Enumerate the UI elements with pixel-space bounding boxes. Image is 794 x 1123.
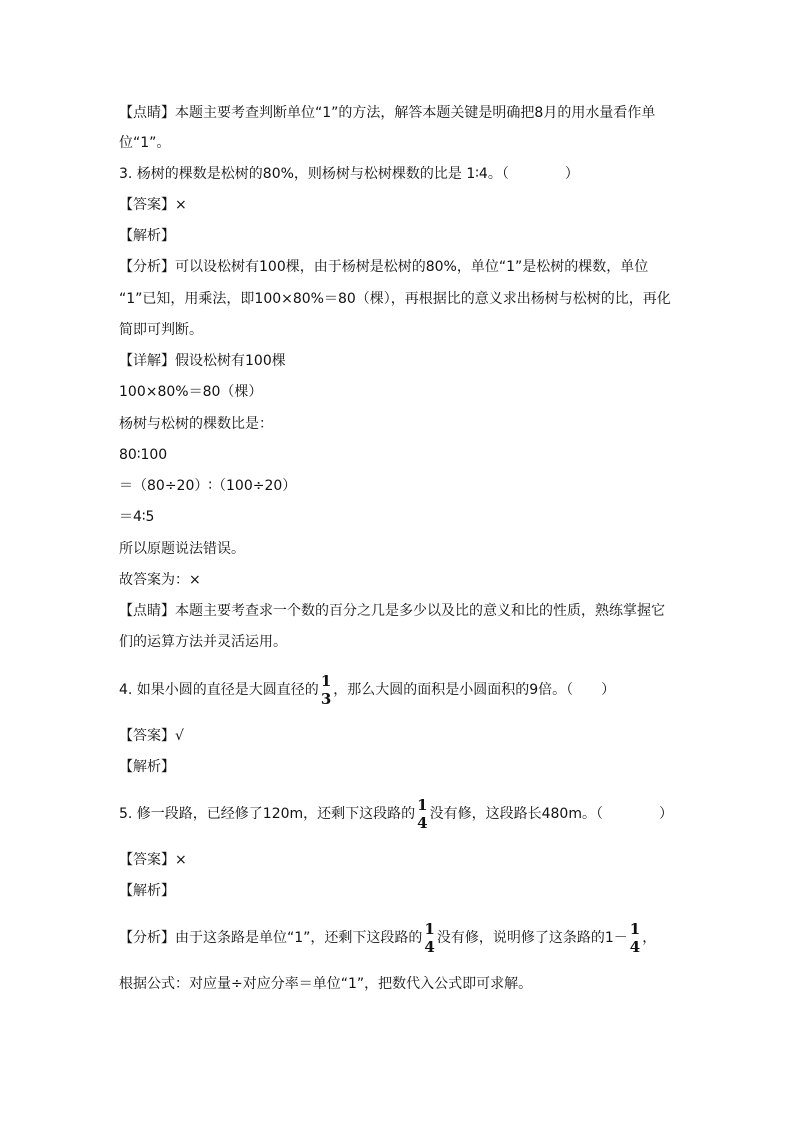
q4-analysis-label: 【解析】 xyxy=(119,759,175,775)
q5-fenxi-pre: 【分析】由于这条路是单位“1”，还剩下这段路的 xyxy=(119,930,423,946)
q4-answer: 【答案】√ xyxy=(119,728,184,744)
q3-fenxi-line-3: 简即可判断。 xyxy=(119,322,203,338)
prev-tip-line-1: 【点睛】本题主要考查判断单位“1”的方法，解答本题关键是明确把8月的用水量看作单 xyxy=(119,105,656,121)
q3-fenxi-line-2: “1”已知，用乘法，即100×80%＝80（棵），再根据比的意义求出杨树与松树的比，再化 xyxy=(119,291,671,307)
q5-fraction-numerator: 1 xyxy=(417,795,428,814)
q4-question xyxy=(119,672,615,708)
q3-fenxi-line-1: 【分析】可以设松树有100棵，由于杨树是松树的80%，单位“1”是松树的棵数，单位 xyxy=(119,259,649,275)
q5-fenxi-line-1 xyxy=(119,920,656,956)
q4-fraction xyxy=(321,673,331,708)
q5-answer: 【答案】× xyxy=(119,852,187,868)
q3-detail-line-6: ＝4∶5 xyxy=(119,509,155,525)
q3-tip-line-2: 们的运算方法并灵活运用。 xyxy=(119,634,287,650)
q5-question-post: 没有修，这段路长480m。（ ） xyxy=(429,806,673,822)
q5-fenxi-frac1-numerator: 1 xyxy=(424,919,435,938)
q5-analysis-label: 【解析】 xyxy=(119,883,175,899)
q5-fenxi-frac1-denominator: 4 xyxy=(424,937,435,956)
q5-question-pre: 5. 修一段路，已经修了120m，还剩下这段路的 xyxy=(119,806,416,822)
q3-question: 3. 杨树的棵数是松树的80%，则杨树与松树棵数的比是 1∶4。（ ） xyxy=(119,166,579,182)
q3-detail-line-7: 所以原题说法错误。 xyxy=(119,541,245,557)
q5-fraction xyxy=(417,797,427,832)
q3-answer: 【答案】× xyxy=(119,197,187,213)
q4-question-post: ，那么大圆的面积是小圆面积的9倍。（ ） xyxy=(333,682,616,698)
q5-fenxi-frac2-denominator: 4 xyxy=(629,937,641,956)
q5-fenxi-fraction-2 xyxy=(630,921,640,956)
q4-fraction-numerator: 1 xyxy=(320,671,332,690)
q3-tip-line-1: 【点睛】本题主要考查求一个数的百分之几是多少以及比的意义和比的性质，熟练掌握它 xyxy=(119,603,665,619)
q5-fenxi-frac2-numerator: 1 xyxy=(629,919,641,938)
q3-detail-line-5: ＝（80÷20）∶（100÷20） xyxy=(119,478,297,494)
q5-fenxi-mid: 没有修，说明修了这条路的1－ xyxy=(436,930,628,946)
q5-question xyxy=(119,796,673,832)
q3-detail-line-2: 100×80%＝80（棵） xyxy=(119,384,263,400)
prev-tip-line-2: 位“1”。 xyxy=(119,135,171,151)
q3-analysis-label: 【解析】 xyxy=(119,228,175,244)
q5-fraction-denominator: 4 xyxy=(417,813,428,832)
q5-fenxi-post: ， xyxy=(642,930,657,946)
q5-fenxi-fraction-1 xyxy=(424,921,434,956)
q3-detail-line-1: 【详解】假设松树有100棵 xyxy=(119,353,286,369)
q3-detail-line-3: 杨树与松树的棵数比是： xyxy=(119,416,273,432)
q5-fenxi-line-2: 根据公式：对应量÷对应分率＝单位“1”，把数代入公式即可求解。 xyxy=(119,976,533,992)
q3-detail-line-8: 故答案为：× xyxy=(119,572,201,588)
q4-question-pre: 4. 如果小圆的直径是大圆直径的 xyxy=(119,682,319,698)
q3-detail-line-4: 80∶100 xyxy=(119,447,168,463)
q4-fraction-denominator: 3 xyxy=(320,689,332,708)
